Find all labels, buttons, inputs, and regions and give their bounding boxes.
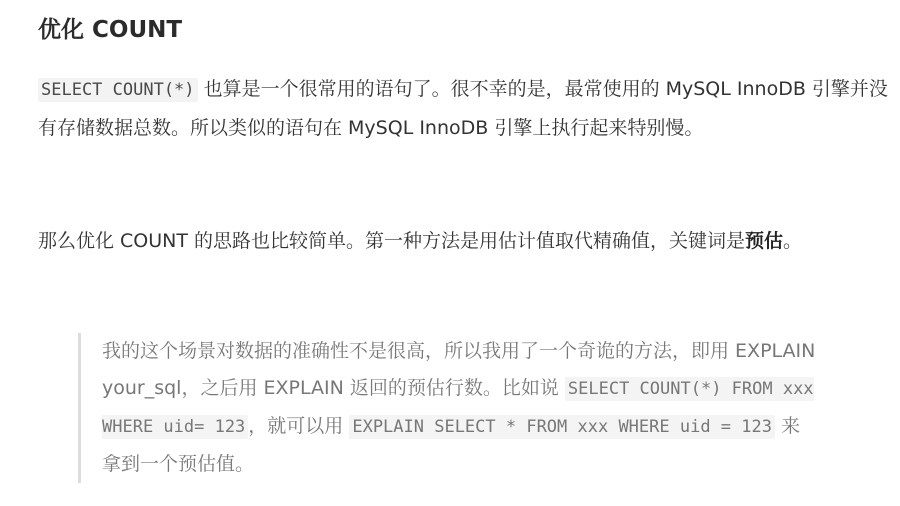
paragraph-optimize-text: 那么优化 COUNT 的思路也比较简单。第一种方法是用估计值取代精确值，关键词是 (38, 230, 746, 252)
paragraph-count-intro-text: 也算是一个很常用的语句了。很不幸的是，最常使用的 MySQL InnoDB 引擎并没有存储数据总数。所以类似的语句在 MySQL InnoDB 引擎上执行起来特别慢。 (38, 78, 888, 139)
blockquote-text-3: 来拿到一个预估值。 (102, 415, 801, 475)
blockquote-explain-tip (78, 333, 818, 483)
inline-code-select-count: SELECT COUNT(*) (38, 78, 198, 102)
blockquote-text-1: 我的这个场景对数据的准确性不是很高，所以我用了一个奇诡的方法，即用 EXPLAIN your_sql，之后用 EXPLAIN 返回的预估行数。比如说 (102, 340, 816, 399)
paragraph-optimize-end: 。 (783, 230, 803, 252)
paragraph-count-intro (38, 70, 888, 147)
keyword-estimate: 预估 (745, 230, 784, 252)
paragraph-optimize-approach (38, 222, 888, 260)
blockquote-text-2: ，就可以用 (248, 415, 350, 437)
inline-code-count-query: SELECT COUNT(*) FROM xxx WHERE uid= 123 (102, 379, 814, 437)
inline-code-explain-query: EXPLAIN SELECT * FROM xxx WHERE uid = 123 (349, 415, 775, 439)
section-title: 优化 COUNT (38, 17, 183, 43)
